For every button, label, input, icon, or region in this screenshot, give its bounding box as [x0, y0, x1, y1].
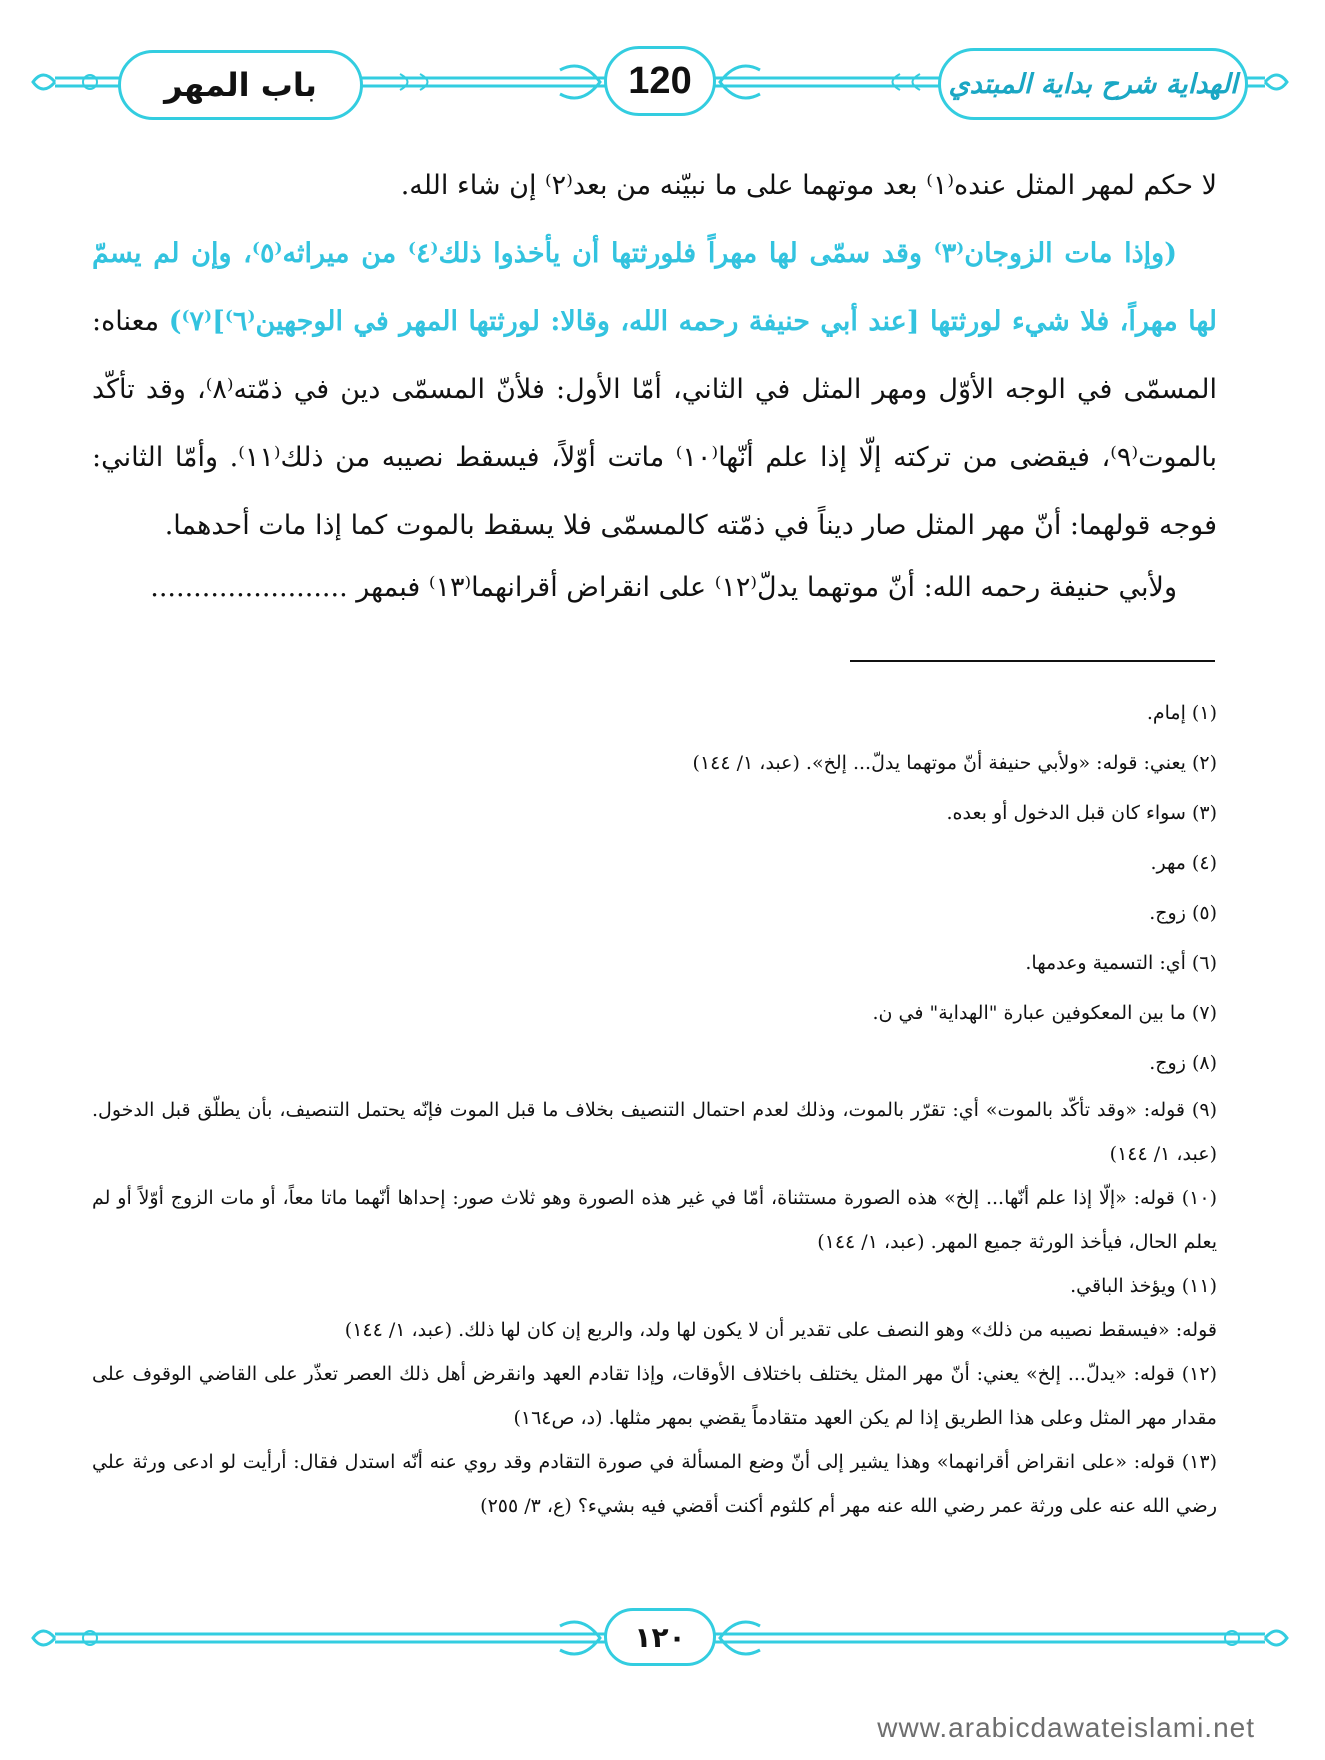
book-title: الهداية شرح بداية المبتدي — [938, 48, 1248, 120]
footnote-6: (٦) أي: التسمية وعدمها. — [1025, 952, 1217, 974]
footnote-4: (٤) مهر. — [1150, 852, 1217, 874]
footnote-11-gloss: قوله: «فيسقط نصيبه من ذلك» وهو النصف على تقدير أن لا يكون لها ولد، والربع إن كان لها ذلك. (عبد، ١/ ١٤٤) — [344, 1319, 1217, 1341]
footnote-11: (١١) ويؤخذ الباقي. — [1070, 1275, 1217, 1297]
footnote-1: (١) إمام. — [1146, 702, 1217, 724]
paragraph-3: ولأبي حنيفة رحمه الله: أنّ موتهما يدلّ⁽١٢⁾ على انقراض أقرانهما⁽١٣⁾ فبمهر ....................... — [150, 572, 1177, 603]
footnote-8: (٨) زوج. — [1149, 1052, 1217, 1074]
footnote-7: (٧) ما بين المعكوفين عبارة "الهداية" في ن. — [872, 1002, 1217, 1024]
website-link[interactable]: www.arabicdawateislami.net — [877, 1712, 1255, 1743]
footnote-10: (١٠) قوله: «إلّا إذا علم أنّها... إلخ» هذه الصورة مستثناة، أمّا في غير هذه الصورة وهو ثلاث صور: إحداها أنّهما ماتا معاً، أو مات الزوج أوّلاً أو لم يعلم الحال، فيأخذ الورثة جميع المهر. (عبد، ١/ ١٤٤) — [92, 1187, 1217, 1253]
paragraph-1: لا حكم لمهر المثل عنده⁽١⁾ بعد موتهما على ما نبيّنه من بعد⁽٢⁾ إن شاء الله. — [400, 170, 1217, 201]
header-page-number: 120 — [604, 46, 716, 116]
footnote-5: (٥) زوج. — [1149, 902, 1217, 924]
footnote-9: (٩) قوله: «وقد تأكّد بالموت» أي: تقرّر بالموت، وذلك لعدم احتمال التنصيف بخلاف ما قبل الموت فإنّه يحتمل التنصيف، بأن يطلّق قبل الدخول. (عبد، ١/ ١٤٤) — [92, 1099, 1217, 1165]
matn-highlight: (وإذا مات الزوجان⁽٣⁾ وقد سمّى لها مهراً فلورثتها أن يأخذوا ذلك⁽٤⁾ من ميراثه⁽٥⁾، وإن لم يسمّ لها مهراً، فلا شيء لورثتها [عند أبي حنيفة رحمه الله، وقالا: لورثتها المهر في الوجهين⁽٦⁾]⁽٧⁾) — [92, 238, 1217, 337]
footnote-12: (١٢) قوله: «يدلّ... إلخ» يعني: أنّ مهر المثل يختلف باختلاف الأوقات، وإذا تقادم العهد وانقرض أهل ذلك العصر تعذّر على القاضي الوقوف على مقدار مهر المثل وعلى هذا الطريق إذا لم يكن العهد متقادماً يقضي بمهر مثلها. (د، ص١٦٤) — [92, 1363, 1217, 1429]
footnote-13: (١٣) قوله: «على انقراض أقرانهما» وهذا يشير إلى أنّ وضع المسألة في صورة التقادم وقد روي عنه أنّه استدل فقال: أرأيت لو ادعى ورثة علي رضي الله عنه على ورثة عمر رضي الله عنه مهر أم كلثوم أكنت أقضي فيه بشيء؟ (ع، ٣/ ٢٥٥) — [92, 1451, 1217, 1517]
footnote-3: (٣) سواء كان قبل الدخول أو بعده. — [946, 802, 1217, 824]
chapter-title: باب المهر — [118, 50, 363, 120]
sharh-text: معناه: المسمّى في الوجه الأوّل ومهر المثل في الثاني، أمّا الأول: فلأنّ المسمّى دين في ذمّته⁽٨⁾، وقد تأكّد بالموت⁽٩⁾، فيقضى من تركته إلّا إذا علم أنّها⁽١٠⁾ ماتت أوّلاً، فيسقط نصيبه من ذلك⁽١١⁾. وأمّا الثاني: فوجه قولهما: أنّ مهر المثل صار ديناً في ذمّته كالمسمّى فلا يسقط بالموت كما إذا مات أحدهما. — [92, 306, 1218, 541]
paragraph-2 — [92, 220, 1217, 560]
main-text — [92, 152, 1217, 616]
footnote-2: (٢) يعني: قوله: «ولأبي حنيفة أنّ موتهما يدلّ... إلخ». (عبد، ١/ ١٤٤) — [692, 752, 1217, 774]
footer-page-number: ١٢٠ — [604, 1608, 716, 1666]
footnote-separator — [850, 660, 1215, 662]
footnotes — [92, 688, 1217, 1528]
